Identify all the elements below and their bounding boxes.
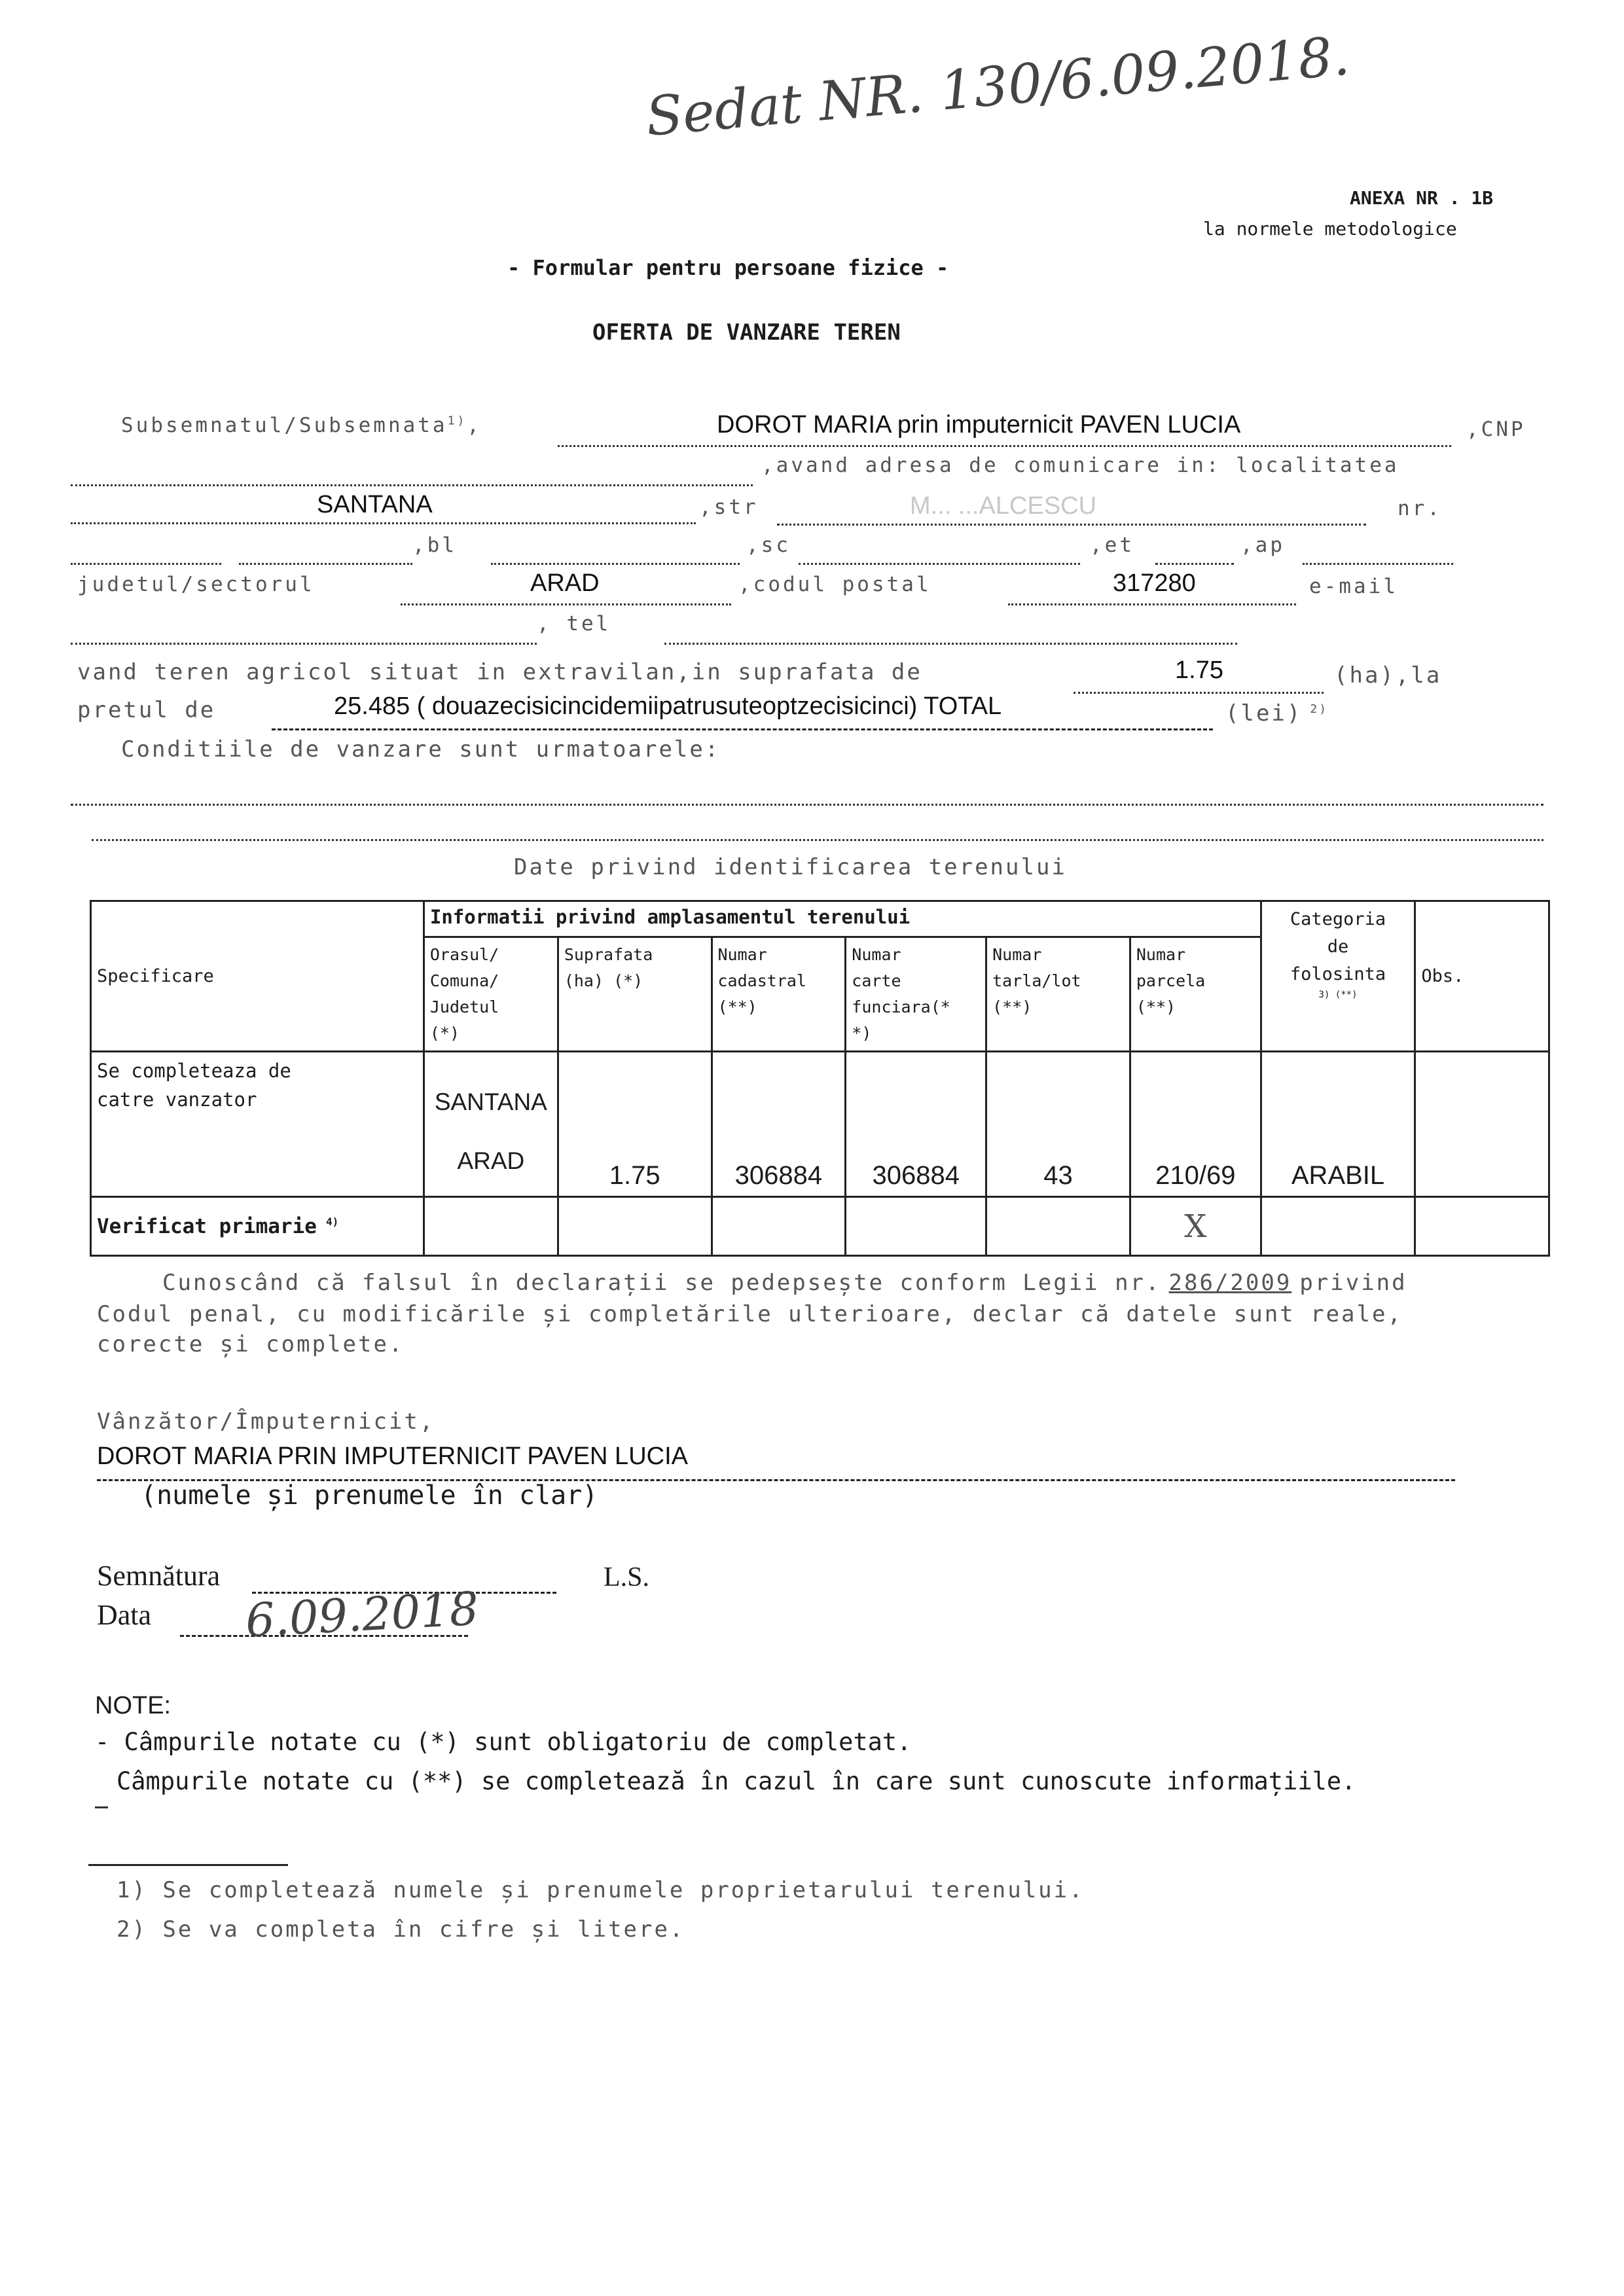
header-categoria: Categoria de folosinta 3) (**) — [1261, 901, 1415, 1052]
area-line — [1074, 692, 1324, 694]
ha-label: (ha),la — [1334, 662, 1442, 689]
conditii-line-1 — [71, 804, 1543, 806]
header-suprafata: Suprafata (ha) (*) — [558, 937, 712, 1052]
email-line — [71, 643, 537, 645]
note-1: - Câmpurile notate cu (*) sunt obligatoriu de completat. — [95, 1728, 912, 1756]
cell-primarie-parcela[interactable]: X — [1130, 1197, 1261, 1256]
annex-subtitle: la normele metodologice — [1203, 218, 1457, 240]
date-handwriting[interactable]: 6.09.2018 — [244, 1581, 480, 1648]
email-label: e-mail — [1309, 575, 1398, 598]
et-line — [1155, 563, 1234, 565]
address-label: ,avand adresa de comunicare in: localitatea — [761, 454, 1399, 477]
seller-name-field[interactable]: DOROT MARIA PRIN IMPUTERNICIT PAVEN LUCIA — [97, 1443, 688, 1470]
header-obs: Obs. — [1415, 901, 1549, 1052]
judet-line — [401, 603, 731, 605]
area-field[interactable]: 1.75 — [1175, 656, 1223, 684]
cell-oras[interactable]: SANTANA ARAD — [424, 1052, 558, 1197]
owner-name-field[interactable]: DOROT MARIA prin imputernicit PAVEN LUCIA — [717, 411, 1241, 439]
data-label: Data — [97, 1599, 152, 1631]
cell-primarie-carte[interactable] — [846, 1197, 986, 1256]
postal-label: ,codul postal — [738, 573, 931, 596]
table-caption: Date privind identificarea terenului — [514, 854, 1067, 880]
footnote-separator — [88, 1864, 288, 1866]
et-label: ,et — [1090, 533, 1134, 557]
conditii-label: Conditiile de vanzare sunt urmatoarele: — [121, 736, 721, 762]
tel-line — [664, 643, 1237, 645]
judet-label: judetul/sectorul — [77, 573, 315, 596]
table-row-vanzator — [91, 1052, 1549, 1197]
postal-field[interactable]: 317280 — [1113, 569, 1196, 597]
note-2-dash — [95, 1806, 108, 1808]
postal-line — [1008, 603, 1296, 605]
row-vanzator-label: Se completeaza de catre vanzator — [91, 1052, 424, 1197]
header-tarla: Numar tarla/lot (**) — [986, 937, 1130, 1052]
header-group: Informatii privind amplasamentul terenului — [424, 901, 1261, 937]
str-label: ,str — [699, 495, 759, 519]
notes-title: NOTE: — [95, 1692, 171, 1719]
cell-primarie-categoria[interactable] — [1261, 1197, 1415, 1256]
cell-carte[interactable]: 306884 — [846, 1052, 986, 1197]
price-field[interactable]: 25.485 ( douazecisicincidemiipatrusuteoptzecisicinci) TOTAL — [334, 692, 1002, 720]
nr-line — [71, 563, 221, 565]
cell-primarie-suprafata[interactable] — [558, 1197, 712, 1256]
sc-label: ,sc — [746, 533, 791, 557]
declaration-line-3: corecte și complete. — [97, 1331, 405, 1357]
form-title: OFERTA DE VANZARE TEREN — [592, 319, 901, 346]
header-specificare: Specificare — [91, 901, 424, 1052]
footnote-2: 2) Se va completa în cifre și litere. — [117, 1916, 685, 1943]
note-2: Câmpurile notate cu (**) se completează în cazul în care sunt cunoscute informațiile. — [117, 1767, 1356, 1795]
teren-label: vand teren agricol situat in extravilan,in suprafata de — [77, 659, 922, 685]
bl-label: ,bl — [412, 533, 457, 557]
nr-label: nr. — [1398, 497, 1442, 520]
cnp-line — [71, 484, 753, 486]
footnote-1: 1) Se completează numele și prenumele proprietarului terenului. — [117, 1877, 1085, 1903]
cell-categoria[interactable]: ARABIL — [1261, 1052, 1415, 1197]
declaration-line-2: Codul penal, cu modificările și completările ulterioare, declar că datele sunt reale, — [97, 1301, 1403, 1327]
cell-obs[interactable] — [1415, 1052, 1549, 1197]
price-line — [272, 728, 1213, 730]
semnatura-label: Semnătura — [97, 1560, 221, 1592]
cell-cadastral[interactable]: 306884 — [712, 1052, 846, 1197]
registration-handwriting: Sedat NR. 130/6.09.2018. — [643, 25, 1352, 149]
cell-suprafata[interactable]: 1.75 — [558, 1052, 712, 1197]
seller-label: Vânzător/Împuternicit, — [97, 1408, 435, 1435]
tel-label: , tel — [537, 612, 611, 636]
locality-field[interactable]: SANTANA — [317, 491, 433, 518]
judet-field[interactable]: ARAD — [530, 569, 600, 597]
form-subtitle: - Formular pentru persoane fizice - — [507, 255, 949, 280]
cell-primarie-obs[interactable] — [1415, 1197, 1549, 1256]
name-line — [558, 445, 1451, 447]
ap-line — [1303, 563, 1453, 565]
cell-primarie-tarla[interactable] — [986, 1197, 1130, 1256]
ap-label: ,ap — [1240, 533, 1285, 557]
table-row-primarie — [91, 1197, 1549, 1256]
row-primarie-label: Verificat primarie $^{4)}$ — [91, 1197, 424, 1256]
land-identification-table — [90, 900, 1550, 1257]
cell-parcela[interactable]: 210/69 — [1130, 1052, 1261, 1197]
bl-line — [491, 563, 740, 565]
subsemnatul-label: Subsemnatul/Subsemnata$^{1)}$, — [121, 414, 482, 437]
lei-label: (lei) $^{2)}$ — [1225, 700, 1329, 726]
header-carte: Numar carte funciara(* *) — [846, 937, 986, 1052]
cell-primarie-cadastral[interactable] — [712, 1197, 846, 1256]
street-field[interactable]: M... ...ALCESCU — [910, 492, 1097, 520]
cell-tarla[interactable]: 43 — [986, 1052, 1130, 1197]
declaration-line-1: Cunoscând că falsul în declarații se pedepsește conform Legii nr. 286/2009 privind — [162, 1270, 1407, 1296]
locality-line — [71, 522, 696, 524]
street-line — [777, 524, 1366, 526]
pret-label: pretul de — [77, 697, 216, 723]
table-header-row — [91, 901, 1549, 937]
cnp-label: ,CNP — [1466, 418, 1526, 441]
bl-pre-line — [239, 563, 412, 565]
annex-number: ANEXA NR . 1B — [1350, 187, 1494, 209]
cell-primarie-oras[interactable] — [424, 1197, 558, 1256]
header-oras: Orasul/ Comuna/ Judetul (*) — [424, 937, 558, 1052]
header-parcela: Numar parcela (**) — [1130, 937, 1261, 1052]
seller-name-hint: (numele și prenumele în clar) — [141, 1480, 598, 1511]
conditii-line-2 — [92, 839, 1543, 841]
header-cadastral: Numar cadastral (**) — [712, 937, 846, 1052]
ls-label: L.S. — [604, 1562, 650, 1592]
sc-line — [799, 563, 1080, 565]
